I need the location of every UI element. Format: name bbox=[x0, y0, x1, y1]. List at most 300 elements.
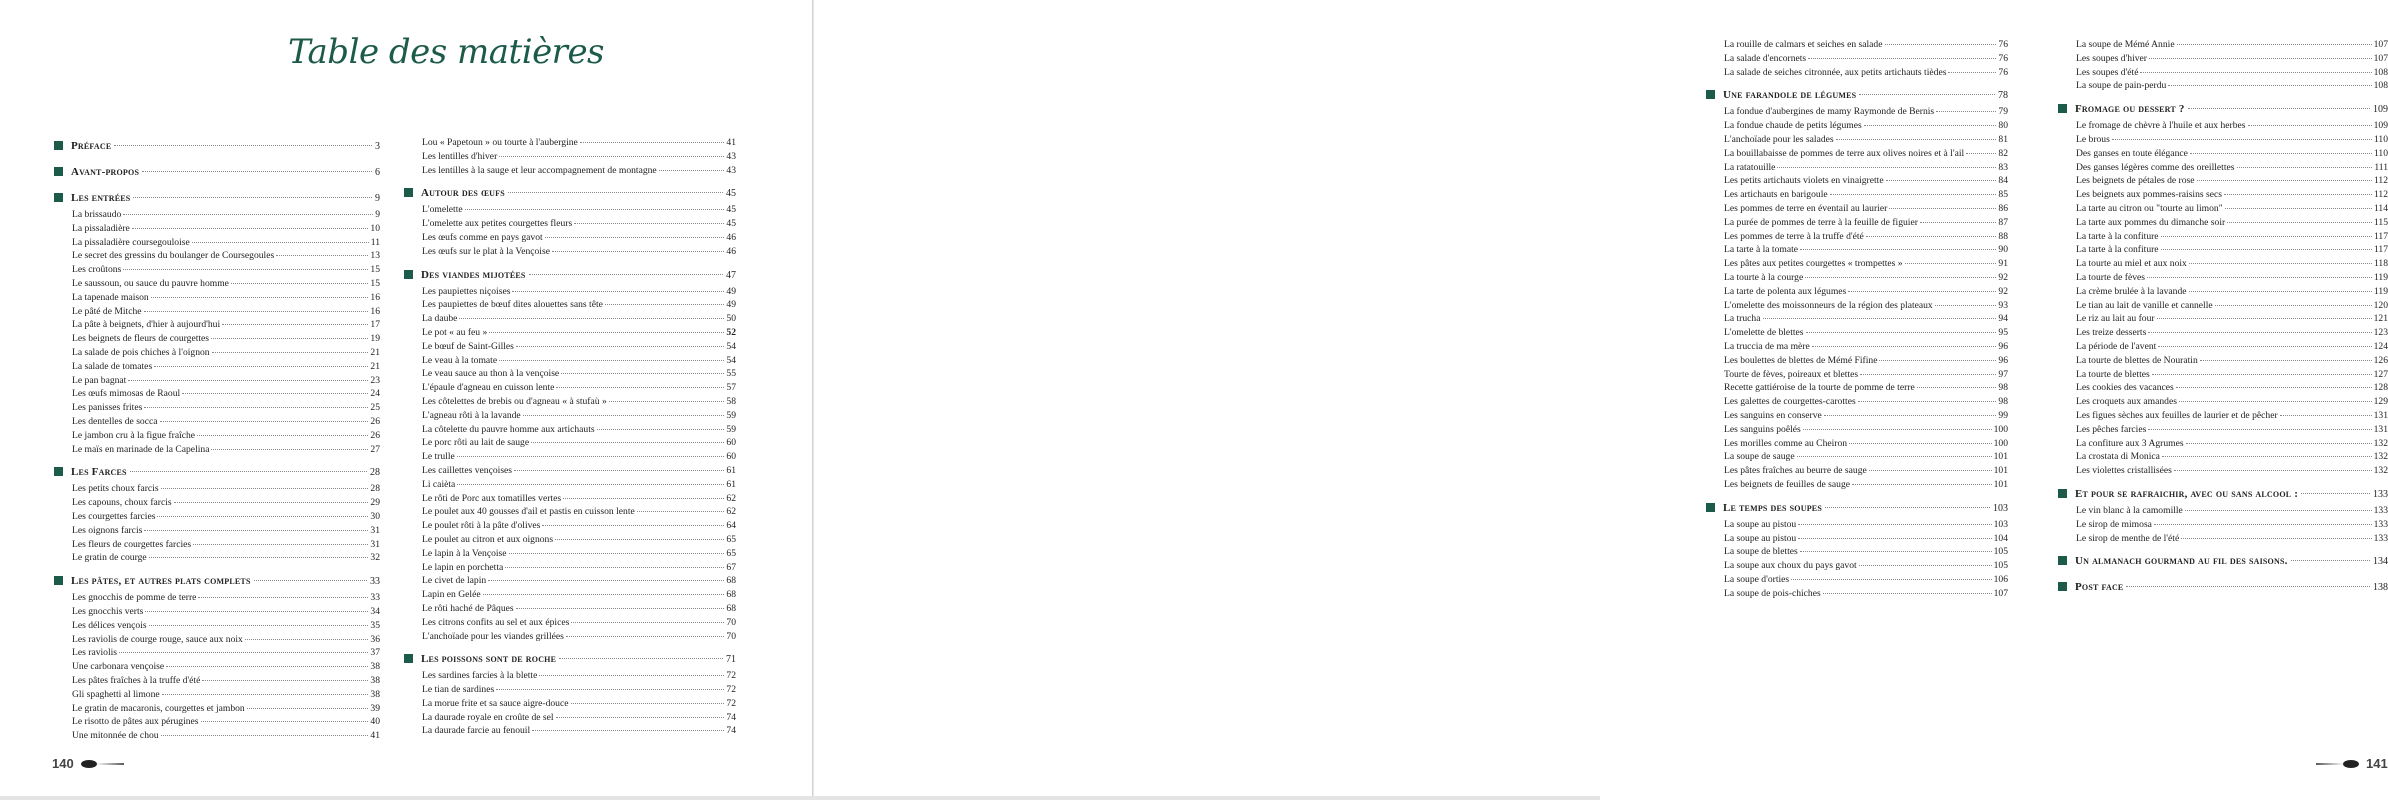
dot-leader bbox=[1830, 194, 1997, 195]
entry-page-number: 107 bbox=[2373, 39, 2388, 50]
toc-entry bbox=[422, 285, 736, 299]
entry-title: La soupe de blettes bbox=[1724, 546, 1798, 558]
entry-page-number: 45 bbox=[726, 188, 736, 200]
entry-title: La fondue d'aubergines de mamy Raymonde de Bernis bbox=[1724, 106, 1935, 118]
dot-leader bbox=[512, 291, 724, 292]
dot-leader bbox=[1836, 139, 1997, 140]
toc-entry bbox=[422, 423, 736, 437]
entry-page-number: 82 bbox=[1998, 147, 2008, 159]
entry-title: La bouillabaisse de pommes de terre aux olives noires et à l'ail bbox=[1724, 147, 1965, 159]
dot-leader bbox=[2200, 360, 2372, 361]
toc-entry bbox=[1724, 230, 2008, 244]
toc-entry bbox=[422, 616, 736, 630]
dot-leader bbox=[151, 297, 369, 298]
toc-entry bbox=[72, 277, 380, 291]
dot-leader bbox=[166, 666, 368, 667]
entry-title: Le maïs en marinade de la Capelina bbox=[72, 443, 210, 455]
dot-leader bbox=[1825, 507, 1990, 508]
page-number: 141 bbox=[2366, 756, 2388, 771]
entry-page-number: 93 bbox=[1998, 299, 2008, 311]
entry-title: Le poulet au citron et aux oignons bbox=[422, 533, 554, 545]
entry-title: Les délices vençois bbox=[72, 619, 147, 631]
entry-title: La tapenade maison bbox=[72, 291, 149, 303]
dot-leader bbox=[1800, 551, 1992, 552]
entry-page-number: 87 bbox=[1998, 216, 2008, 228]
left-page bbox=[0, 0, 812, 800]
toc-section-heading bbox=[72, 571, 380, 591]
toc-entry bbox=[422, 436, 736, 450]
entry-title: La pissaladière bbox=[72, 222, 130, 234]
dot-leader bbox=[149, 557, 369, 558]
entry-page-number: 109 bbox=[2373, 104, 2388, 116]
dot-leader bbox=[496, 689, 724, 690]
dot-leader bbox=[247, 708, 369, 709]
entry-title: Le pan bagnat bbox=[72, 374, 127, 386]
entry-title: Le bœuf de Saint-Gilles bbox=[422, 340, 514, 352]
dot-leader bbox=[211, 338, 368, 339]
dot-leader bbox=[2188, 108, 2370, 109]
toc-entry bbox=[422, 381, 736, 395]
entry-page-number: 46 bbox=[726, 231, 736, 243]
toc-entry bbox=[2076, 66, 2388, 80]
entry-title: Le lapin en porchetta bbox=[422, 561, 504, 573]
entry-page-number: 34 bbox=[370, 605, 380, 617]
entry-page-number: 65 bbox=[726, 533, 736, 545]
dot-leader bbox=[1869, 470, 1992, 471]
section-title: Autour des œufs bbox=[421, 187, 505, 200]
entry-title: La rouille de calmars et seiches en salade bbox=[1724, 39, 1883, 50]
entry-page-number: 117 bbox=[2373, 230, 2388, 242]
entry-title: Les sardines farcies à la blette bbox=[422, 670, 538, 682]
toc-entry bbox=[2076, 174, 2388, 188]
dot-leader bbox=[276, 255, 368, 256]
entry-page-number: 80 bbox=[1998, 120, 2008, 132]
dot-leader bbox=[123, 214, 373, 215]
entry-page-number: 132 bbox=[2373, 465, 2388, 477]
entry-title: Le poulet rôti à la pâte d'olives bbox=[422, 520, 541, 532]
toc-entry bbox=[2076, 230, 2388, 244]
toc-entry bbox=[2076, 79, 2388, 93]
entry-page-number: 54 bbox=[726, 354, 736, 366]
entry-title: La tourte au miel et aux noix bbox=[2076, 258, 2187, 270]
toc-section-heading bbox=[2076, 551, 2388, 571]
dot-leader bbox=[559, 658, 723, 659]
section-square-icon bbox=[404, 188, 413, 197]
entry-page-number: 127 bbox=[2373, 368, 2388, 380]
entry-title: Les soupes d'été bbox=[2076, 66, 2139, 78]
entry-page-number: 26 bbox=[370, 429, 380, 441]
dot-leader bbox=[2189, 291, 2372, 292]
toc-entry bbox=[422, 354, 736, 368]
entry-title: Le tian de sardines bbox=[422, 684, 495, 696]
toc-entry bbox=[2076, 202, 2388, 216]
dot-leader bbox=[1791, 579, 1991, 580]
dot-leader bbox=[545, 237, 725, 238]
dot-leader bbox=[539, 675, 724, 676]
entry-page-number: 111 bbox=[2374, 161, 2388, 173]
entry-title: Le riz au lait au four bbox=[2076, 313, 2155, 325]
entry-title: Gli spaghetti al limone bbox=[72, 688, 160, 700]
entry-page-number: 131 bbox=[2373, 409, 2388, 421]
entry-title: L'omelette bbox=[422, 204, 463, 216]
section-title: Les poissons sont de roche bbox=[421, 653, 557, 666]
entry-page-number: 76 bbox=[1998, 66, 2008, 78]
section-title: Préface bbox=[71, 140, 112, 152]
toc-entry bbox=[2076, 147, 2388, 161]
entry-page-number: 110 bbox=[2373, 133, 2388, 145]
entry-page-number: 118 bbox=[2373, 258, 2388, 270]
dot-leader bbox=[192, 242, 369, 243]
dot-leader bbox=[161, 488, 369, 489]
entry-page-number: 74 bbox=[726, 711, 736, 723]
toc-entry bbox=[422, 547, 736, 561]
entry-page-number: 39 bbox=[370, 702, 380, 714]
toc-entry bbox=[72, 674, 380, 688]
section-square-icon bbox=[2058, 489, 2067, 498]
toc-entry bbox=[422, 588, 736, 602]
section-title: Une farandole de légumes bbox=[1723, 89, 1857, 102]
dot-leader bbox=[197, 435, 368, 436]
dot-leader bbox=[2301, 493, 2370, 494]
dot-leader bbox=[465, 209, 725, 210]
toc-entry bbox=[72, 291, 380, 305]
section-square-icon bbox=[1706, 90, 1715, 99]
entry-title: L'épaule d'agneau en cuisson lente bbox=[422, 382, 555, 394]
entry-title: Le gratin de macaronis, courgettes et jambon bbox=[72, 702, 245, 714]
toc-entry bbox=[72, 443, 380, 457]
toc-entry bbox=[72, 660, 380, 674]
entry-title: Les beignets de feuilles de sauge bbox=[1724, 478, 1851, 490]
dot-leader bbox=[1798, 524, 1991, 525]
dot-leader bbox=[2149, 58, 2372, 59]
entry-page-number: 65 bbox=[726, 547, 736, 559]
dot-leader bbox=[149, 625, 369, 626]
entry-page-number: 108 bbox=[2373, 66, 2388, 78]
entry-page-number: 16 bbox=[370, 305, 380, 317]
dot-leader bbox=[160, 421, 369, 422]
toc-entry bbox=[72, 605, 380, 619]
entry-title: Les sanguins poêlés bbox=[1724, 423, 1801, 435]
section-title: Fromage ou dessert ? bbox=[2075, 103, 2185, 116]
dot-leader bbox=[499, 360, 724, 361]
dot-leader bbox=[2179, 401, 2372, 402]
dot-leader bbox=[1824, 415, 1997, 416]
entry-page-number: 59 bbox=[726, 423, 736, 435]
entry-title: La soupe d'orties bbox=[1724, 573, 1790, 585]
dot-leader bbox=[245, 639, 369, 640]
entry-title: L'omelette aux petites courgettes fleurs bbox=[422, 218, 573, 230]
entry-page-number: 72 bbox=[726, 670, 736, 682]
toc-entry bbox=[1724, 573, 2008, 587]
entry-page-number: 19 bbox=[370, 333, 380, 345]
toc-entry bbox=[72, 729, 380, 743]
entry-title: Les morilles comme au Cheiron bbox=[1724, 437, 1848, 449]
toc-entry bbox=[422, 697, 736, 711]
toc-entry bbox=[422, 602, 736, 616]
dot-leader bbox=[144, 407, 368, 408]
dot-leader bbox=[637, 511, 725, 512]
dot-leader bbox=[505, 567, 724, 568]
entry-page-number: 61 bbox=[726, 464, 736, 476]
toc-entry bbox=[72, 346, 380, 360]
toc-entry bbox=[2076, 409, 2388, 423]
toc-section-heading bbox=[422, 183, 736, 203]
dot-leader bbox=[1859, 565, 1992, 566]
entry-page-number: 38 bbox=[370, 674, 380, 686]
dot-leader bbox=[2152, 374, 2372, 375]
dot-leader bbox=[142, 171, 372, 172]
dot-leader bbox=[597, 429, 725, 430]
entry-page-number: 112 bbox=[2373, 175, 2388, 187]
entry-page-number: 119 bbox=[2373, 285, 2388, 297]
entry-title: Les treize desserts bbox=[2076, 327, 2147, 339]
dot-leader bbox=[1763, 318, 1997, 319]
toc-entry bbox=[1724, 532, 2008, 546]
toc-entry bbox=[1724, 423, 2008, 437]
entry-title: Les gnocchis de pomme de terre bbox=[72, 592, 197, 604]
entry-title: Le tian au lait de vanille et cannelle bbox=[2076, 299, 2213, 311]
toc-section-heading bbox=[72, 136, 380, 156]
toc-entry bbox=[1724, 326, 2008, 340]
dot-leader bbox=[1885, 44, 1997, 45]
toc-entry bbox=[72, 429, 380, 443]
entry-page-number: 81 bbox=[1998, 133, 2008, 145]
entry-page-number: 112 bbox=[2373, 189, 2388, 201]
dot-leader bbox=[1860, 374, 1996, 375]
dot-leader bbox=[542, 525, 724, 526]
entry-page-number: 11 bbox=[370, 236, 380, 248]
entry-page-number: 84 bbox=[1998, 175, 2008, 187]
entry-page-number: 23 bbox=[370, 374, 380, 386]
entry-title: Le jambon cru à la figue fraîche bbox=[72, 429, 196, 441]
entry-page-number: 107 bbox=[1993, 587, 2008, 599]
entry-page-number: 67 bbox=[726, 561, 736, 573]
toc-entry bbox=[72, 633, 380, 647]
entry-page-number: 29 bbox=[370, 497, 380, 509]
entry-title: Le risotto de pâtes aux pérugines bbox=[72, 716, 199, 728]
toc-entry bbox=[2076, 450, 2388, 464]
toc-entry bbox=[1724, 312, 2008, 326]
toc-entry bbox=[422, 464, 736, 478]
toc-entry bbox=[2076, 38, 2388, 52]
entry-page-number: 15 bbox=[370, 264, 380, 276]
dot-leader bbox=[532, 730, 724, 731]
entry-page-number: 105 bbox=[1993, 546, 2008, 558]
toc-entry bbox=[2076, 368, 2388, 382]
toc-entry bbox=[422, 683, 736, 697]
toc-entry bbox=[2076, 312, 2388, 326]
toc-entry bbox=[422, 505, 736, 519]
entry-page-number: 133 bbox=[2373, 518, 2388, 530]
dot-leader bbox=[2154, 524, 2372, 525]
entry-title: Des ganses en toute élégance bbox=[2076, 147, 2188, 159]
page-title: Table des matières bbox=[288, 32, 605, 72]
toc-entry bbox=[1724, 38, 2008, 52]
dot-leader bbox=[488, 580, 724, 581]
entry-page-number: 123 bbox=[2373, 327, 2388, 339]
toc-entry bbox=[1724, 119, 2008, 133]
toc-entry bbox=[2076, 518, 2388, 532]
toc-entry bbox=[1724, 243, 2008, 257]
entry-title: Les capouns, choux farcis bbox=[72, 497, 172, 509]
toc-column-left-2 bbox=[422, 136, 736, 738]
entry-page-number: 13 bbox=[370, 250, 380, 262]
toc-entry bbox=[72, 318, 380, 332]
dot-leader bbox=[130, 471, 367, 472]
toc-entry bbox=[1724, 202, 2008, 216]
entry-title: Le civet de lapin bbox=[422, 575, 487, 587]
entry-title: Les croquets aux amandes bbox=[2076, 396, 2177, 408]
entry-page-number: 99 bbox=[1998, 409, 2008, 421]
toc-entry bbox=[72, 482, 380, 496]
entry-title: La tarte à la confiture bbox=[2076, 244, 2159, 256]
entry-title: L'omelette des moissonneurs de la région des plateaux bbox=[1724, 299, 1933, 311]
toc-section-heading bbox=[422, 649, 736, 669]
entry-title: La confiture aux 3 Agrumes bbox=[2076, 437, 2184, 449]
dot-leader bbox=[1798, 538, 1991, 539]
dot-leader bbox=[114, 145, 372, 146]
dot-leader bbox=[1948, 72, 1996, 73]
entry-page-number: 38 bbox=[370, 688, 380, 700]
entry-title: Le poulet aux 40 gousses d'ail et pastis en cuisson lente bbox=[422, 506, 635, 518]
toc-entry bbox=[72, 360, 380, 374]
toc-entry bbox=[2076, 161, 2388, 175]
entry-page-number: 100 bbox=[1993, 423, 2008, 435]
entry-page-number: 74 bbox=[726, 725, 736, 737]
dot-leader bbox=[162, 694, 369, 695]
entry-page-number: 21 bbox=[370, 346, 380, 358]
dot-leader bbox=[1935, 305, 1997, 306]
section-title: Le temps des soupes bbox=[1723, 501, 1822, 514]
dot-leader bbox=[1803, 429, 1992, 430]
dot-leader bbox=[2161, 236, 2372, 237]
toc-entry bbox=[2076, 326, 2388, 340]
section-title: Post face bbox=[2075, 581, 2124, 594]
entry-title: La brissaudo bbox=[72, 209, 122, 220]
dot-leader bbox=[1859, 94, 1995, 95]
entry-title: La soupe de pois-chiches bbox=[1724, 587, 1821, 599]
dot-leader bbox=[144, 530, 368, 531]
toc-entry bbox=[422, 478, 736, 492]
dot-leader bbox=[1777, 167, 1996, 168]
toc-entry bbox=[1724, 257, 2008, 271]
entry-page-number: 101 bbox=[1993, 478, 2008, 490]
entry-title: La salade de tomates bbox=[72, 360, 153, 372]
section-title: Et pour se rafraichir, avec ou sans alcool : bbox=[2075, 487, 2299, 500]
entry-page-number: 78 bbox=[1998, 90, 2008, 102]
toc-entry bbox=[1724, 437, 2008, 451]
spoon-icon bbox=[2314, 759, 2360, 769]
dot-leader bbox=[231, 283, 368, 284]
toc-entry bbox=[1724, 395, 2008, 409]
entry-page-number: 62 bbox=[726, 492, 736, 504]
dot-leader bbox=[1848, 291, 1996, 292]
entry-title: Les croûtons bbox=[72, 264, 122, 276]
entry-title: Le lapin à la Vençoise bbox=[422, 547, 507, 559]
entry-page-number: 90 bbox=[1998, 244, 2008, 256]
entry-title: La soupe aux choux du pays gavot bbox=[1724, 560, 1857, 572]
dot-leader bbox=[119, 652, 368, 653]
toc-entry bbox=[72, 263, 380, 277]
toc-section-heading bbox=[2076, 577, 2388, 597]
dot-leader bbox=[2112, 139, 2372, 140]
entry-title: Une carbonara vençoise bbox=[72, 661, 165, 673]
entry-page-number: 101 bbox=[1993, 451, 2008, 463]
entry-page-number: 110 bbox=[2373, 147, 2388, 159]
dot-leader bbox=[182, 393, 368, 394]
entry-title: Le gratin de courge bbox=[72, 552, 147, 564]
toc-entry bbox=[2076, 340, 2388, 354]
dot-leader bbox=[1879, 360, 1996, 361]
entry-page-number: 83 bbox=[1998, 161, 2008, 173]
toc-entry bbox=[1724, 478, 2008, 492]
entry-title: L'anchoïade pour les salades bbox=[1724, 133, 1834, 145]
toc-entry bbox=[2076, 354, 2388, 368]
entry-page-number: 60 bbox=[726, 437, 736, 449]
dot-leader bbox=[2161, 249, 2372, 250]
toc-entry bbox=[422, 136, 736, 150]
dot-leader bbox=[509, 553, 725, 554]
toc-section-heading bbox=[2076, 484, 2388, 504]
entry-page-number: 35 bbox=[370, 619, 380, 631]
entry-page-number: 61 bbox=[726, 478, 736, 490]
entry-title: Les panisses frites bbox=[72, 402, 143, 414]
entry-page-number: 24 bbox=[370, 388, 380, 400]
entry-page-number: 49 bbox=[726, 299, 736, 311]
entry-title: La tarte aux pommes du dimanche soir bbox=[2076, 216, 2226, 228]
toc-entry bbox=[422, 340, 736, 354]
entry-title: Les beignets aux pommes-raisins secs bbox=[2076, 189, 2223, 201]
dot-leader bbox=[2177, 44, 2372, 45]
toc-entry bbox=[72, 524, 380, 538]
page-number-left bbox=[52, 756, 126, 771]
entry-title: La côtelette du pauvre homme aux artichauts bbox=[422, 423, 595, 435]
entry-page-number: 30 bbox=[370, 510, 380, 522]
entry-page-number: 28 bbox=[370, 467, 380, 479]
entry-title: Le pot « au feu » bbox=[422, 326, 488, 338]
entry-page-number: 10 bbox=[370, 222, 380, 234]
toc-entry bbox=[1724, 66, 2008, 80]
toc-entry bbox=[422, 533, 736, 547]
toc-entry bbox=[1724, 545, 2008, 559]
dot-leader bbox=[1806, 332, 1997, 333]
entry-page-number: 129 bbox=[2373, 396, 2388, 408]
entry-title: L'omelette de blettes bbox=[1724, 327, 1804, 339]
toc-entry bbox=[72, 374, 380, 388]
section-title: Un almanach gourmand au fil des saisons. bbox=[2075, 555, 2288, 568]
entry-page-number: 106 bbox=[1993, 573, 2008, 585]
entry-page-number: 107 bbox=[2373, 52, 2388, 64]
entry-page-number: 134 bbox=[2373, 556, 2388, 568]
entry-title: Les œufs comme en pays gavot bbox=[422, 231, 543, 243]
entry-page-number: 104 bbox=[1993, 532, 2008, 544]
entry-page-number: 76 bbox=[1998, 39, 2008, 50]
entry-title: Le sirop de mimosa bbox=[2076, 518, 2152, 530]
toc-entry bbox=[2076, 437, 2388, 451]
dot-leader bbox=[2176, 387, 2372, 388]
dot-leader bbox=[531, 442, 724, 443]
dot-leader bbox=[1866, 236, 1997, 237]
toc-entry bbox=[1724, 464, 2008, 478]
entry-page-number: 62 bbox=[726, 506, 736, 518]
dot-leader bbox=[123, 269, 368, 270]
toc-entry bbox=[2076, 532, 2388, 546]
entry-title: La salade de pois chiches à l'oignon bbox=[72, 346, 210, 358]
toc-entry bbox=[1724, 188, 2008, 202]
entry-page-number: 98 bbox=[1998, 396, 2008, 408]
entry-page-number: 92 bbox=[1998, 271, 2008, 283]
entry-page-number: 43 bbox=[726, 150, 736, 162]
